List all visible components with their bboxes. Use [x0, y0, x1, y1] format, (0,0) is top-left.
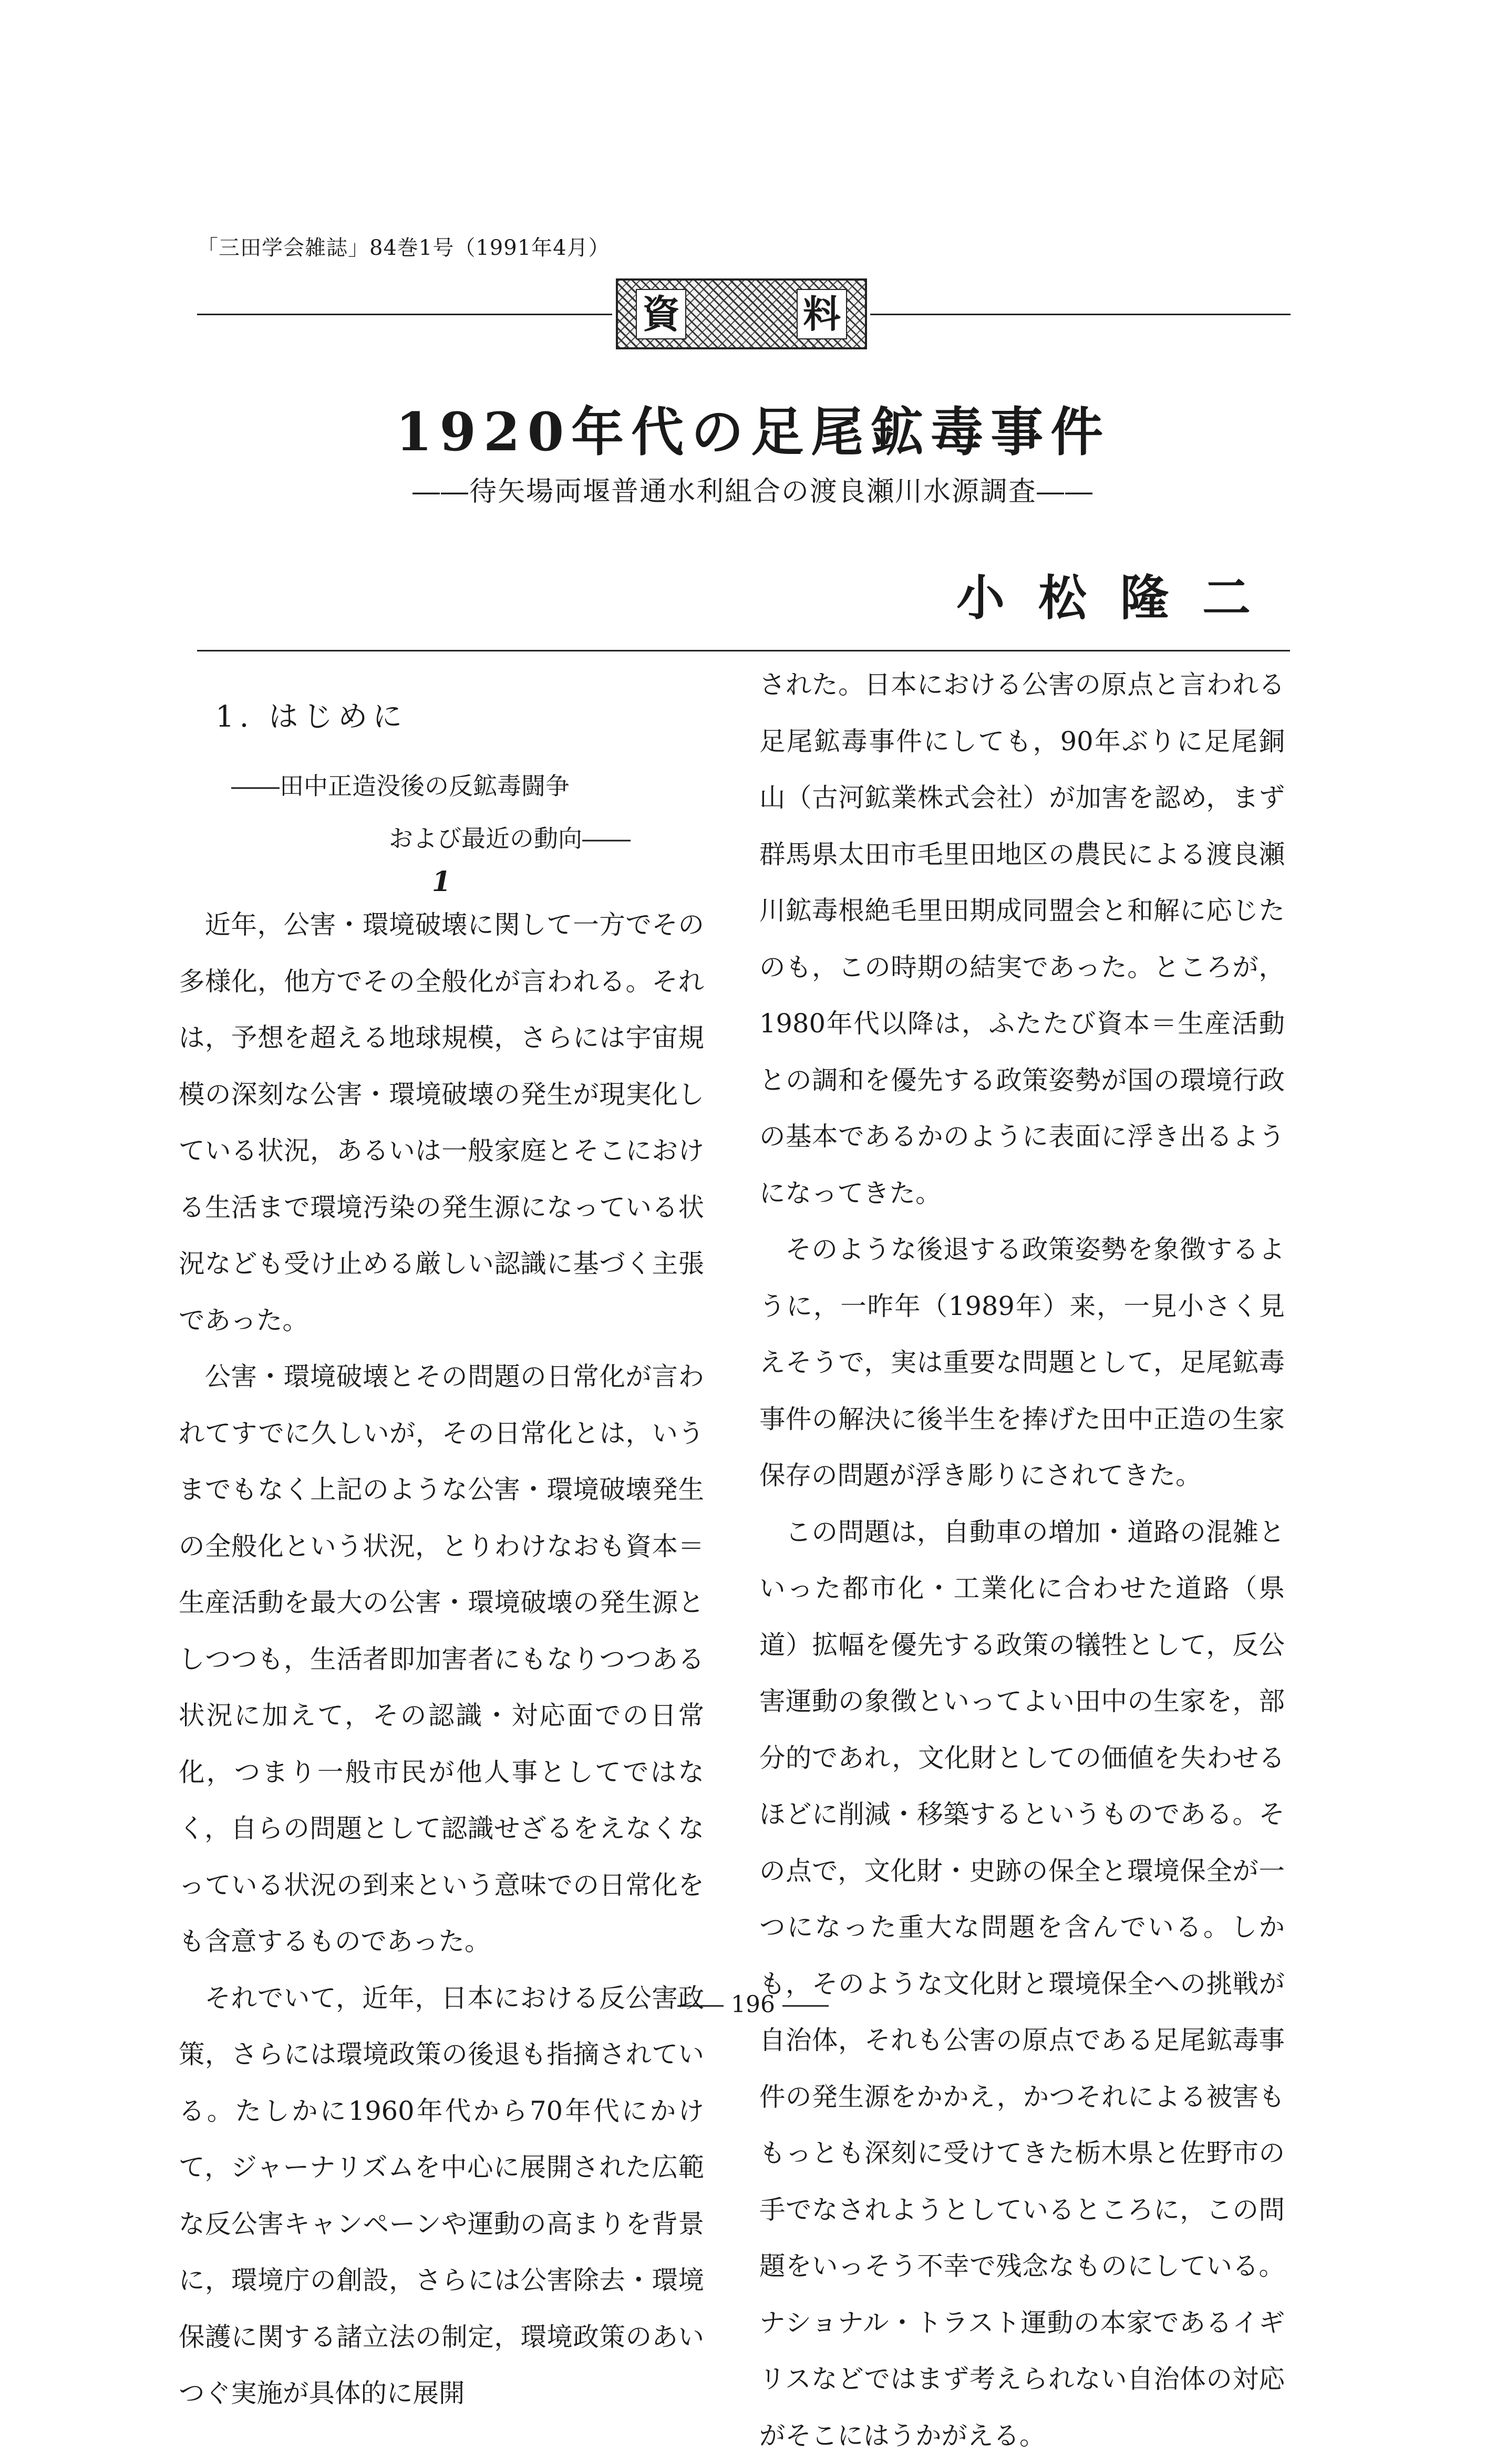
- page-number: ―― 196 ――: [0, 1991, 1506, 2018]
- section-type-badge: [616, 278, 867, 349]
- article-subtitle: ――待矢場両堰普通水利組合の渡良瀬川水源調査――: [0, 469, 1506, 509]
- article-author: 小松隆二: [956, 560, 1251, 629]
- left-paragraph: 公害・環境破壊とその問題の日常化が言われてすでに久しいが，その日常化とは，いうまでもなく上記のような公害・環境破壊発生の全般化という状況，とりわけなおも資本＝生産活動を最大の公害・環境破壊の発生源としつつも，生活者即加害者にもなりつつある状況に加えて，その認識・対応面での日常化，つまり一般市民が他人事としてではなく，自らの問題として認識せざるをえなくなっている状況の到来という意味での日常化をも含意するものであった。: [179, 1349, 704, 1970]
- left-paragraph: それでいて，近年，日本における反公害政策，さらには環境政策の後退も指摘されている。たしかに1960年代から70年代にかけて，ジャーナリズムを中心に展開された広範な反公害キャンペーンや運動の高まりを背景に，環境庁の創設，さらには公害除去・環境保護に関する諸立法の制定，環境政策のあいつぐ実施が具体的に展開: [179, 1970, 704, 2422]
- badge-char-right: 料: [797, 289, 847, 339]
- section-heading: 1. はじめに: [215, 693, 407, 736]
- header-rule-left: [197, 314, 612, 315]
- section-subheading-line2: および最近の動向――: [389, 820, 631, 854]
- right-paragraph: そのような後退する政策姿勢を象徴するように，一昨年（1989年）来，一見小さく見えそうで，実は重要な問題として，足尾鉱毒事件の解決に後半生を捧げた田中正造の生家保存の問題が浮き彫りにされてきた。: [759, 1221, 1285, 1504]
- subsection-number: 1: [179, 866, 704, 898]
- title-block-rule: [197, 650, 1290, 651]
- left-paragraph: 近年，公害・環境破壊に関して一方でその多様化，他方でその全般化が言われる。それは，予想を超える地球規模，さらには宇宙規模の深刻な公害・環境破壊の発生が現実化している状況，あるいは一般家庭とそこにおける生活まで環境汚染の発生源になっている状況なども受け止める厳しい認識に基づく主張であった。: [179, 897, 704, 1349]
- badge-char-left: 資: [636, 289, 686, 339]
- header-rule-right: [870, 314, 1291, 315]
- journal-citation: 「三田学会雑誌」84巻1号（1991年4月）: [197, 231, 610, 261]
- right-paragraph: この問題は，自動車の増加・道路の混雑といった都市化・工業化に合わせた道路（県道）拡幅を優先する政策の犠牲として，反公害運動の象徴といってよい田中の生家を，部分的であれ，文化財としての価値を失わせるほどに削減・移築するというものである。その点で，文化財・史跡の保全と環境保全が一つになった重大な問題を含んでいる。しかも，そのような文化財と環境保全への挑戦が自治体，それも公害の原点である足尾鉱毒事件の発生源をかかえ，かつそれによる被害ももっとも深刻に受けてきた栃木県と佐野市の手でなされようとしているところに，この問題をいっそう不幸で残念なものにしている。ナショナル・トラスト運動の本家であるイギリスなどではまず考えられない自治体の対応がそこにはうかがえる。: [759, 1504, 1285, 2464]
- left-column: [179, 897, 704, 2422]
- section-subheading-line1: ――田中正造没後の反鉱毒闘争: [231, 767, 570, 802]
- article-title: 1920年代の足尾鉱毒事件: [0, 390, 1506, 465]
- right-column: [759, 657, 1285, 2464]
- right-continuation: された。日本における公害の原点と言われる足尾鉱毒事件にしても，90年ぶりに足尾銅山（古河鉱業株式会社）が加害を認め，まず群馬県太田市毛里田地区の農民による渡良瀬川鉱毒根絶毛里田期成同盟会と和解に応じたのも，この時期の結実であった。ところが，1980年代以降は，ふたたび資本＝生産活動との調和を優先する政策姿勢が国の環境行政の基本であるかのように表面に浮き出るようになってきた。: [759, 657, 1285, 1221]
